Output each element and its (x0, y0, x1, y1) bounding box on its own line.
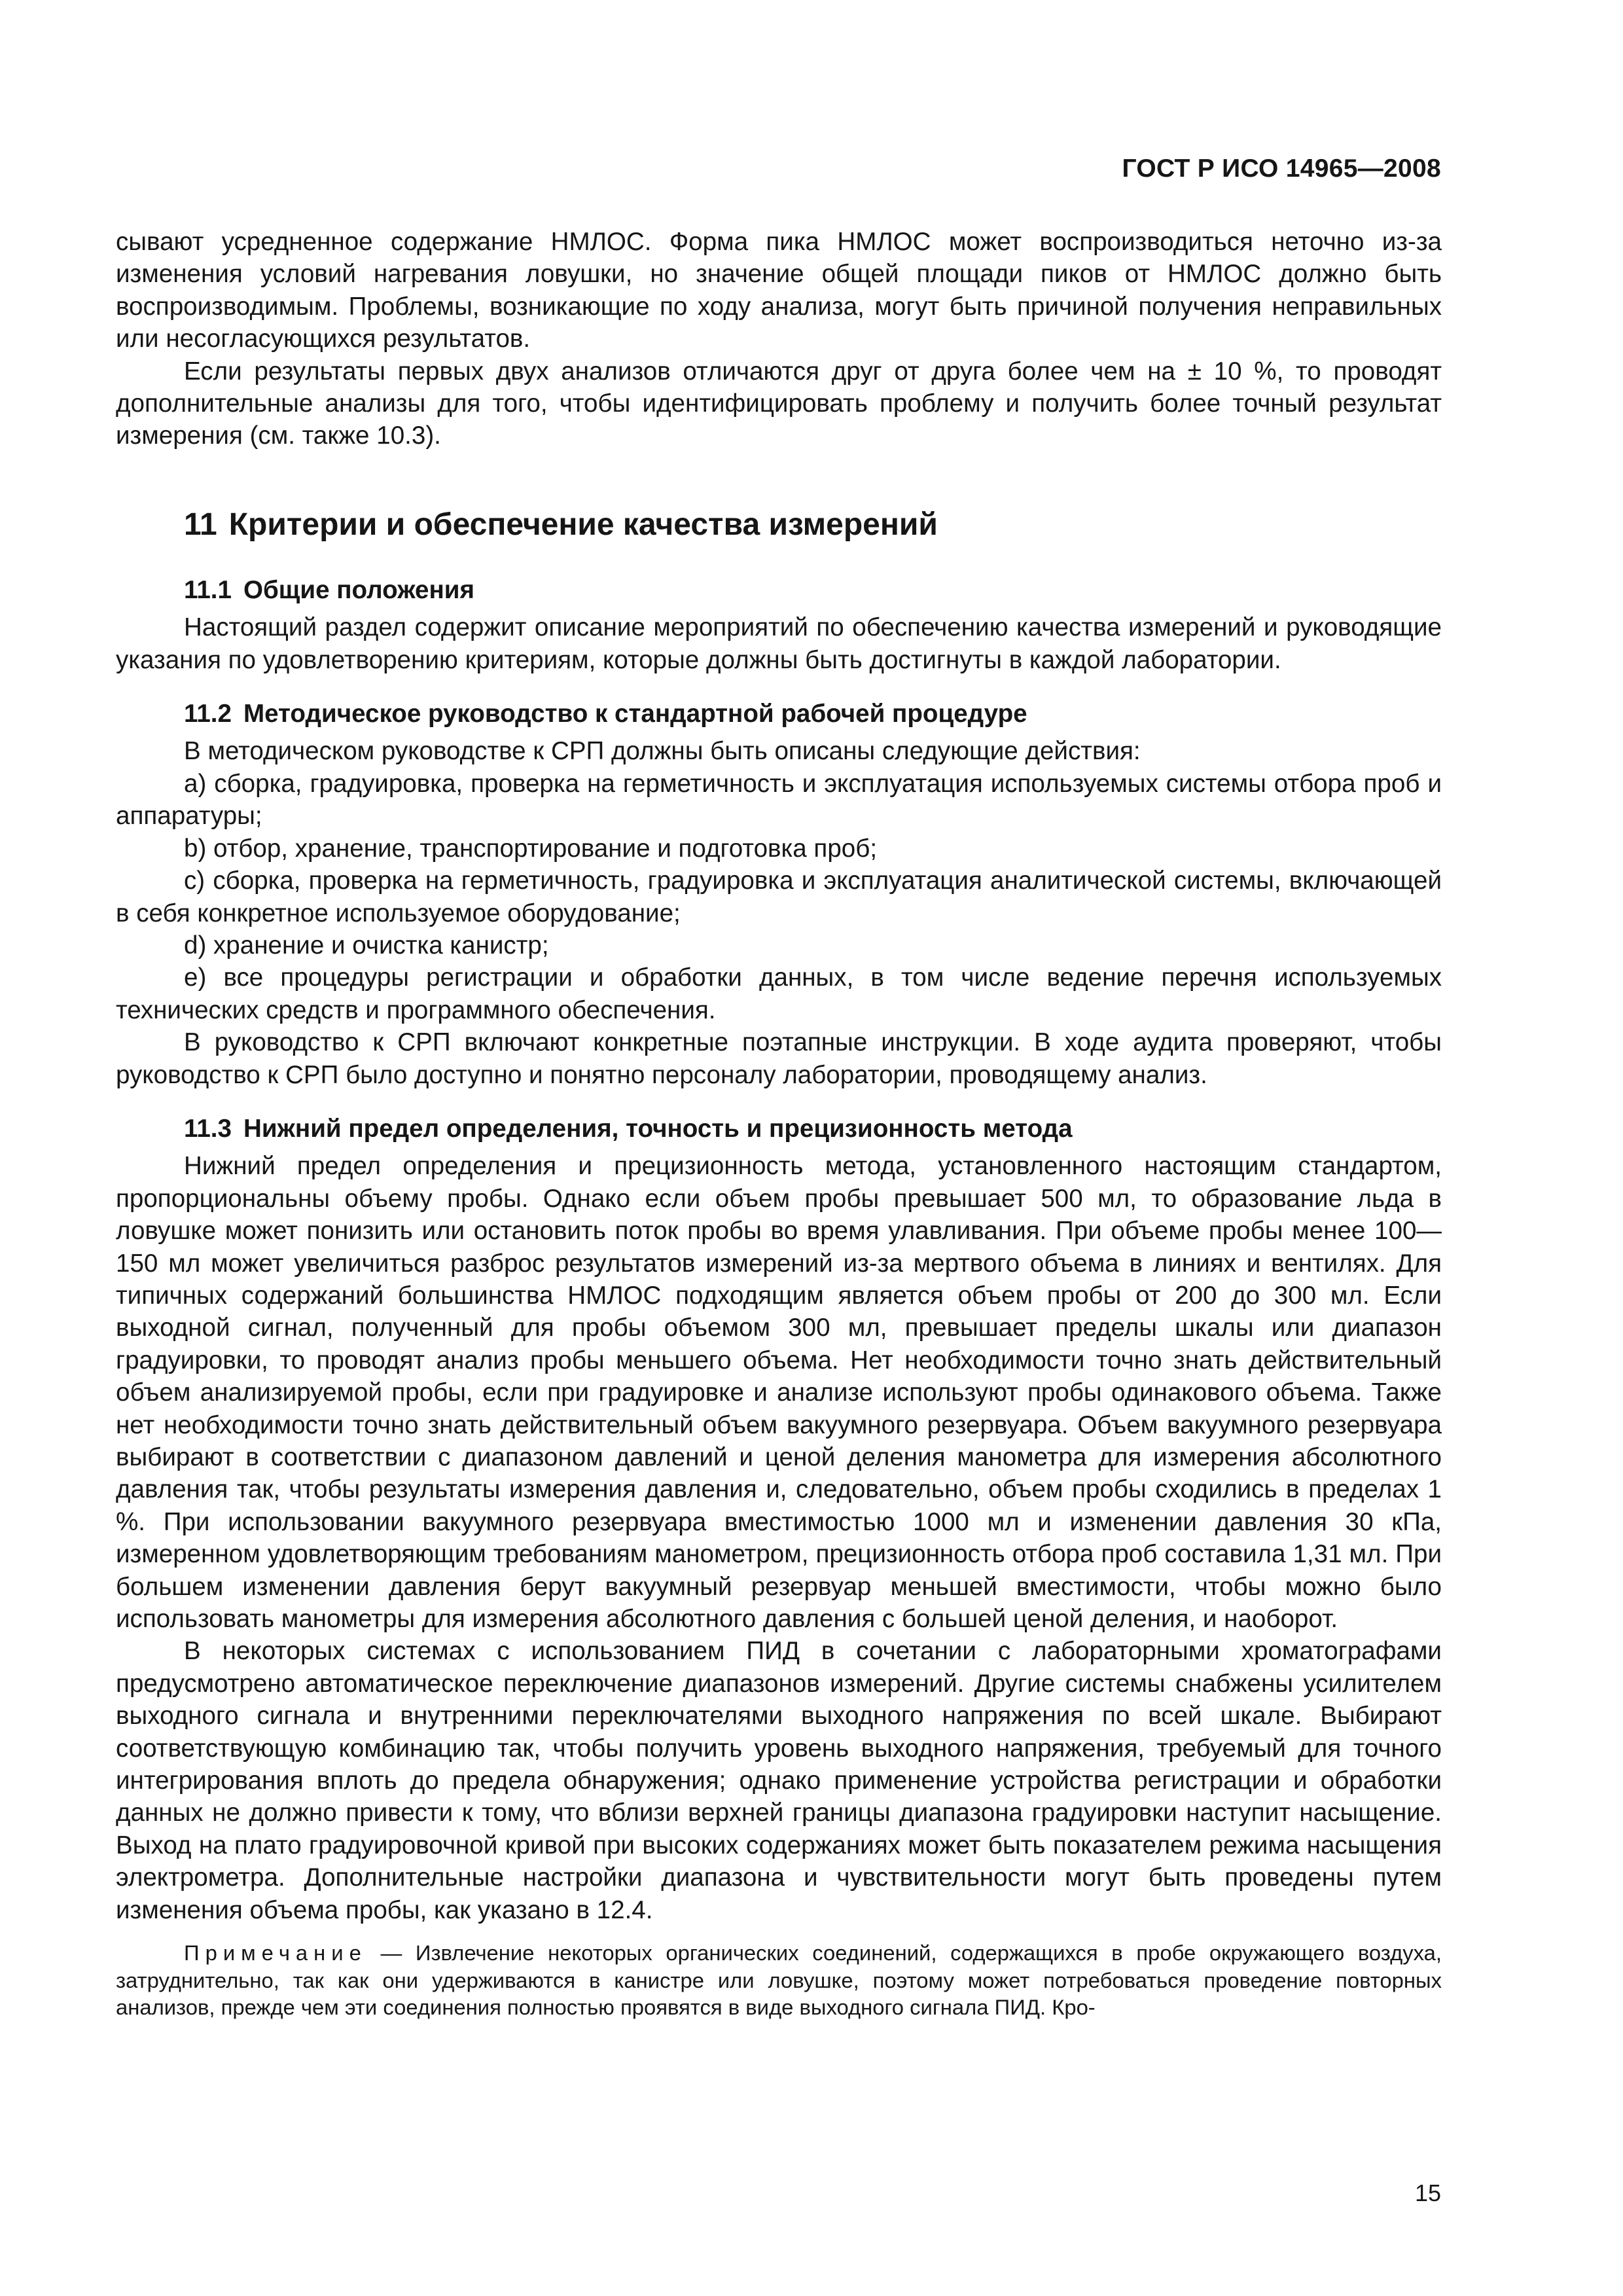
page-content (116, 226, 1442, 2021)
standard-designation: ГОСТ Р ИСО 14965—2008 (1122, 154, 1441, 183)
section-11-number: 11 (184, 507, 217, 542)
subsection-11-3-heading (116, 1113, 1442, 1145)
subsection-11-2-number: 11.2 (184, 700, 232, 728)
subsection-11-1-number: 11.1 (184, 575, 232, 604)
subsection-11-1-heading (116, 574, 1442, 606)
list-item-e: e) все процедуры регистрации и обработки данных, в том числе ведение перечня используемых технических средств и программного обеспечения. (116, 963, 1442, 1024)
list-item-d: d) хранение и очистка канистр; (184, 931, 549, 960)
subsection-11-1-title: Общие положения (243, 575, 475, 604)
note-text: — Извлечение некоторых органических соединений, содержащихся в пробе окружающего воздуха, затруднительно, так как они удерживаются в канистре или ловушке, поэтому может потребоваться проведение повторных анализов, прежде чем эти соединения полностью проявятся в виде выходного сигнала ПИД. Кро- (116, 1941, 1442, 2020)
subsection-11-2-intro: В методическом руководстве к СРП должны быть описаны следующие действия: (184, 737, 1141, 766)
subsection-11-2-title: Методическое руководство к стандартной рабочей процедуре (243, 700, 1027, 728)
subsection-11-2-heading (116, 698, 1442, 730)
note-label: Примечание (184, 1941, 367, 1965)
list-item-c: c) сборка, проверка на герметичность, градуировка и эксплуатация аналитической системы, включающей в себя конкретное используемое оборудование; (116, 867, 1442, 927)
list-item-a: a) сборка, градуировка, проверка на герметичность и эксплуатация используемых системы отбора проб и аппаратуры; (116, 769, 1442, 831)
subsection-11-3-paragraph-1: Нижний предел определения и прецизионность метода, установленного настоящим стандартом, пропорциональны объему пробы. Однако если объем пробы превышает 500 мл, то образование льда в ловушке может понизить или остановить поток пробы во время улавливания. При объеме пробы менее 100—150 мл может увеличиться разброс результатов измерений из-за мертвого объема в линиях и вентилях. Для типичных содержаний большинства НМЛОС подходящим является объем пробы от 200 до 300 мл. Если выходной сигнал, полученный для пробы объемом 300 мл, превышает пределы шкалы или диапазон градуировки, то проводят анализ пробы меньшего объема. Нет необходимости точно знать действительный объем анализируемой пробы, если при градуировке и анализе используют пробы одинакового объема. Также нет необходимости точно знать действительный объем вакуумного резервуара. Объем вакуумного резервуара выбирают в соответствии с диапазоном давлений и ценой деления манометра для измерения абсолютного давления так, чтобы результаты измерения давления и, следовательно, объем пробы сходились в пределах 1 %. При использовании вакуумного резервуара вместимостью 1000 мл и изменении давления 30 кПа, измеренном удовлетворяющим требованиям манометром, прецизионность отбора проб составила 1,31 мл. При большем изменении давления берут вакуумный резервуар меньшей вместимости, чтобы можно было использовать манометры для измерения абсолютного давления с большей ценой деления, и наоборот. (116, 1152, 1442, 1634)
subsection-11-3-number: 11.3 (184, 1114, 232, 1143)
paragraph-tolerance: Если результаты первых двух анализов отличаются друг от друга более чем на ± 10 %, то проводят дополнительные анализы для того, чтобы идентифицировать проблему и получить более точный результат измерения (см. также 10.3). (116, 357, 1442, 450)
note (116, 1939, 1442, 2021)
section-11-heading (116, 505, 1442, 545)
paragraph-continuation: сывают усредненное содержание НМЛОС. Форма пика НМЛОС может воспроизводиться неточно из-за изменения условий нагревания ловушки, но значение общей площади пиков от НМЛОС должно быть воспроизводимым. Проблемы, возникающие по ходу анализа, могут быть причиной получения неправильных или несогласующихся результатов. (116, 228, 1442, 353)
subsection-11-3-title: Нижний предел определения, точность и прецизионность метода (243, 1114, 1073, 1143)
page-number: 15 (1414, 2179, 1441, 2206)
subsection-11-3-paragraph-2: В некоторых системах с использованием ПИД в сочетании с лабораторными хроматографами предусмотрено автоматическое переключение диапазонов измерений. Другие системы снабжены усилителем выходного сигнала и внутренними переключателями выходного напряжения по всей шкале. Выбирают соответствующую комбинацию так, чтобы получить уровень выходного напряжения, требуемый для точного интегрирования вплоть до предела обнаружения; однако применение устройства регистрации и обработки данных не должно привести к тому, что вблизи верхней границы диапазона градуировки наступит насыщение. Выход на плато градуировочной кривой при высоких содержаниях может быть показателем режима насыщения электрометра. Дополнительные настройки диапазона и чувствительности могут быть проведены путем изменения объема пробы, как указано в 12.4. (116, 1637, 1442, 1924)
list-item-b: b) отбор, хранение, транспортирование и подготовка проб; (184, 834, 878, 863)
section-11-title: Критерии и обеспечение качества измерений (228, 507, 938, 542)
subsection-11-2-closing: В руководство к СРП включают конкретные поэтапные инструкции. В ходе аудита проверяют, чтобы руководство к СРП было доступно и понятно персоналу лаборатории, проводящему анализ. (116, 1028, 1442, 1089)
subsection-11-1-paragraph: Настоящий раздел содержит описание мероприятий по обеспечению качества измерений и руководящие указания по удовлетворению критериям, которые должны быть достигнуты в каждой лаборатории. (116, 613, 1442, 674)
